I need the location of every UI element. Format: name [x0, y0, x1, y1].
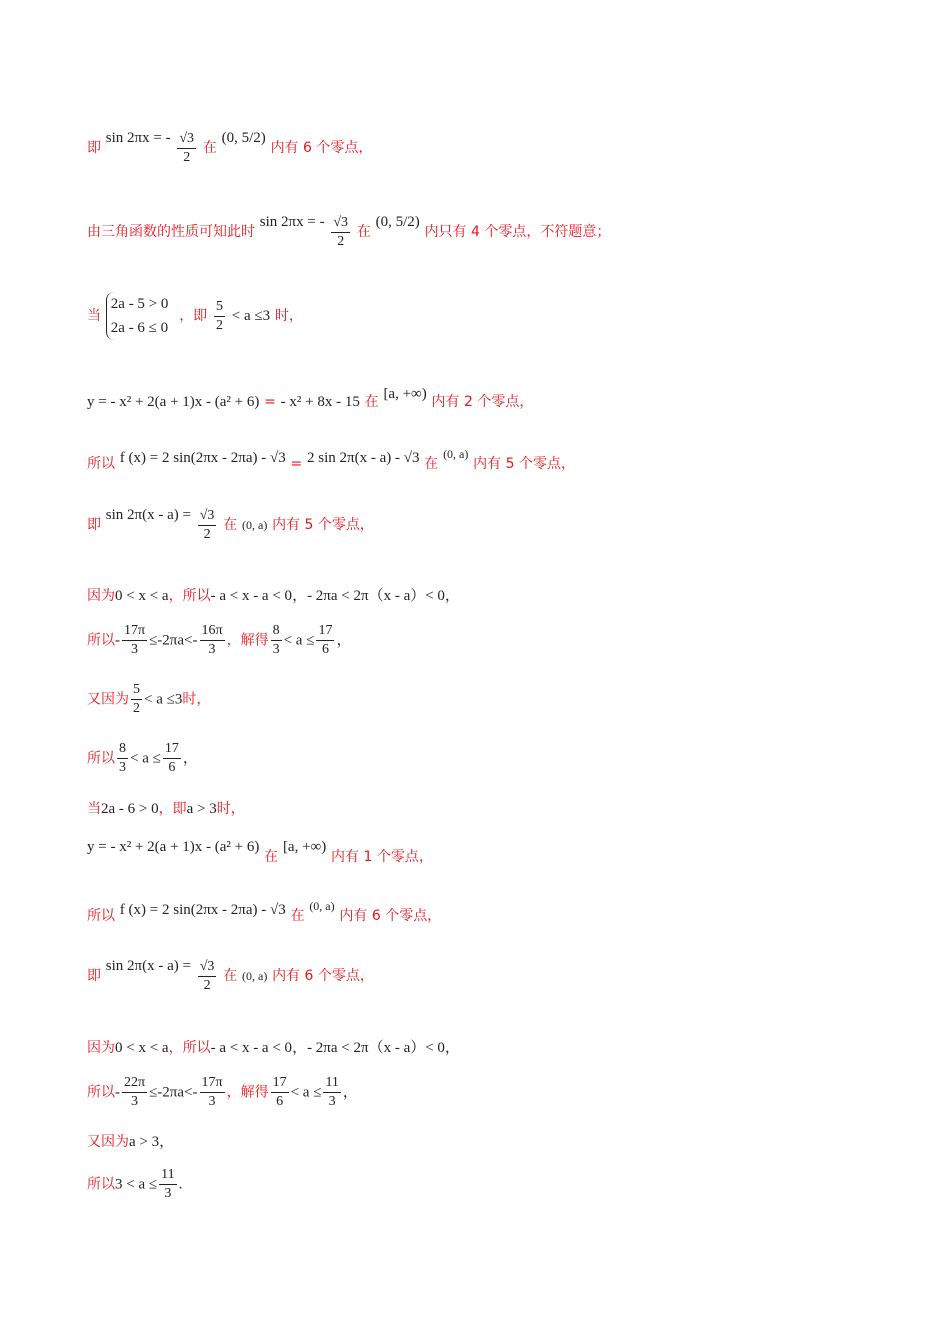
solution-line-8: 所以- $\frac{17\pi}{3}$ ≤-2πa<- $\frac{16\pi}{3}$ ，解得 $\frac{8}{3}$ < a ≤ $\frac{17}{6}$ ， [87, 623, 352, 657]
solution-line-7: 因为0 < x < a，所以- a < x - a < 0，- 2πa < 2π（x - a）< 0， [87, 588, 460, 604]
fraction: $\frac{17\pi}{3}$ [124, 623, 146, 657]
fraction: $\frac{22\pi}{3}$ [124, 1075, 146, 1109]
solution-line-5: 所以 f (x) = 2 sin(2πx - 2πa) - √3 = 2 sin 2π(x - a) - √3 在 $^{(0, a)}$ 内有 5 个零点， [87, 447, 575, 472]
fraction: $\frac{17\pi}{3}$ [201, 1075, 223, 1109]
solution-line-10: 所以 $\frac{8}{3}$ < a ≤ $\frac{17}{6}$ ， [87, 741, 198, 775]
solution-line-12: y = - x² + 2(a + 1)x - (a² + 6) 在 [a, +∞) 内有 1 个零点， [87, 839, 433, 865]
solution-line-13: 所以 f (x) = 2 sin(2πx - 2πa) - √3 在 $^{(0, a)}$ 内有 6 个零点， [87, 899, 442, 924]
solution-line-4: y = - x² + 2(a + 1)x - (a² + 6) = - x² + 8x - 15 在 [a, +∞) 内有 2 个零点， [87, 386, 534, 410]
fraction: $\frac{8}{3}$ [119, 741, 126, 775]
solution-line-6: 即 sin 2π(x - a) = $\frac{√3}{2}$ 在 (0, a) 内有 5 个零点， [87, 507, 374, 542]
solution-line-16: 所以- $\frac{22\pi}{3}$ ≤-2πa<- $\frac{17\pi}{3}$ ，解得 $\frac{17}{6}$ < a ≤ $\frac{11}{3}$ ， [87, 1075, 358, 1109]
solution-line-17: 又因为a > 3， [87, 1134, 175, 1150]
fraction: $\frac{11}{3}$ [161, 1167, 175, 1201]
solution-line-14: 即 sin 2π(x - a) = $\frac{√3}{2}$ 在 (0, a) 内有 6 个零点， [87, 958, 374, 993]
fraction: $\frac{5}{2}$ [133, 682, 140, 716]
fraction: $\frac{17}{6}$ [272, 1075, 287, 1109]
fraction: $\frac{16\pi}{3}$ [201, 623, 223, 657]
fraction: $\frac{17}{6}$ [164, 741, 179, 775]
fraction: $\frac{√3}{2}$ [333, 214, 349, 249]
fraction: $\frac{17}{6}$ [318, 623, 333, 657]
fraction: $\frac{√3}{2}$ [199, 958, 215, 993]
solution-line-2: 由三角函数的性质可知此时 sin 2πx = - $\frac{√3}{2}$ 在 (0, 5/2) 内只有 4 个零点，不符题意； [87, 214, 611, 249]
solution-line-3: 当 2a - 5 > 0 2a - 6 ≤ 0 ，即 $\frac{5}{2}$ < a ≤3 时， [87, 292, 303, 340]
solution-line-18: 所以3 < a ≤ $\frac{11}{3}$ . [87, 1167, 183, 1201]
fraction: $\frac{5}{2}$ [215, 298, 223, 333]
equation-system: 2a - 5 > 0 2a - 6 ≤ 0 [106, 292, 169, 340]
solution-line-1: 即 sin 2πx = - $\frac{√3}{2}$ 在 (0, 5/2) 内有 6 个零点， [87, 130, 373, 165]
fraction: $\frac{√3}{2}$ [179, 130, 195, 165]
fraction: $\frac{√3}{2}$ [199, 507, 215, 542]
solution-line-9: 又因为 $\frac{5}{2}$ < a ≤3时， [87, 682, 211, 716]
fraction: $\frac{11}{3}$ [325, 1075, 339, 1109]
solution-line-15: 因为0 < x < a，所以- a < x - a < 0，- 2πa < 2π（x - a）< 0， [87, 1040, 460, 1056]
solution-line-11: 当2a - 6 > 0，即a > 3时， [87, 801, 245, 817]
fraction: $\frac{8}{3}$ [272, 623, 280, 657]
